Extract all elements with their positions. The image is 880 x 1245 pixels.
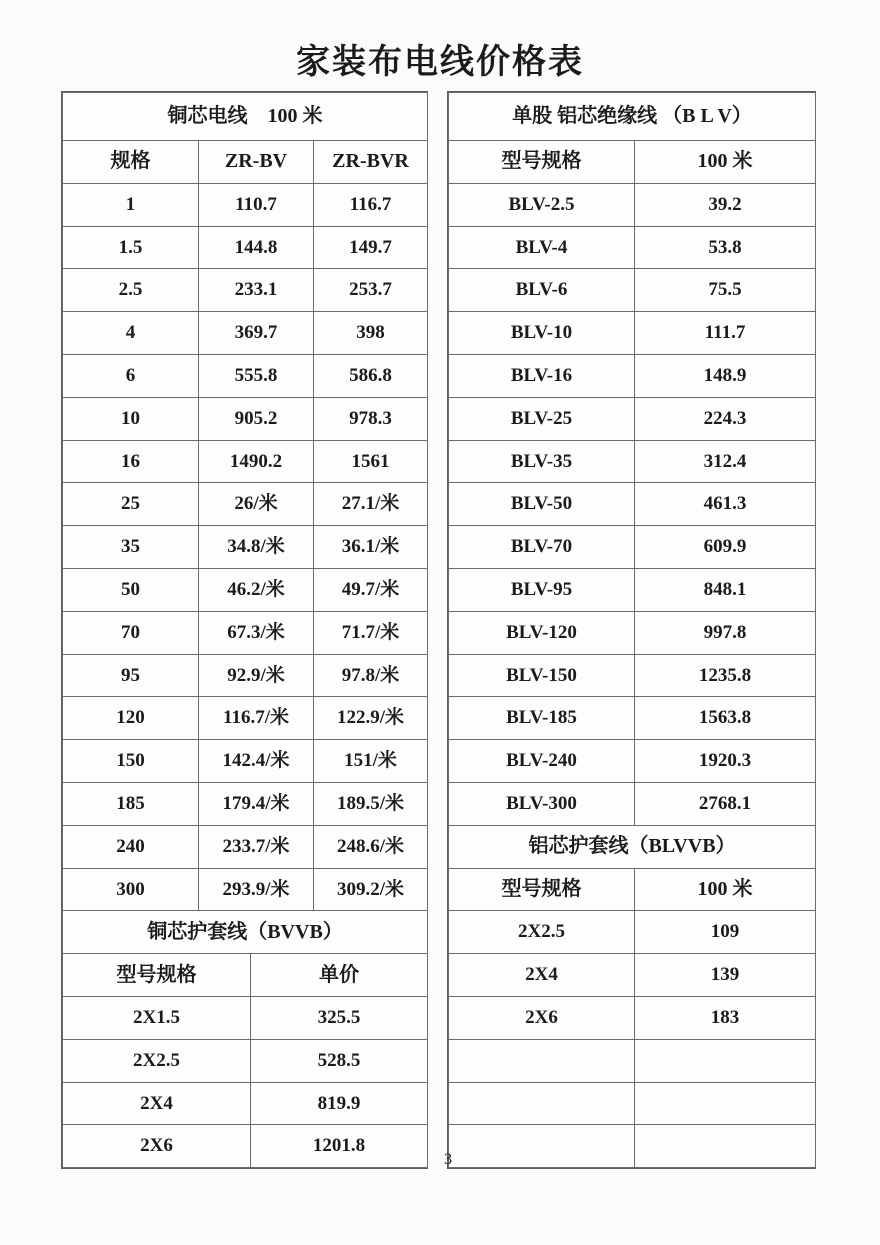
table-cell: 848.1 bbox=[635, 568, 816, 611]
column-header-model-spec: 型号规格 bbox=[449, 868, 635, 911]
table-row bbox=[63, 611, 428, 654]
table-cell: 120 bbox=[63, 697, 199, 740]
table-row bbox=[63, 868, 428, 911]
table-cell: 10 bbox=[63, 397, 199, 440]
table-cell bbox=[635, 1039, 816, 1082]
column-header-zrbvr: ZR-BVR bbox=[314, 141, 428, 184]
column-header-100m: 100 米 bbox=[635, 868, 816, 911]
table-cell: 75.5 bbox=[635, 269, 816, 312]
table-row bbox=[63, 782, 428, 825]
table-cell: 224.3 bbox=[635, 397, 816, 440]
column-header-zrbv: ZR-BV bbox=[199, 141, 314, 184]
table-row bbox=[63, 226, 428, 269]
table-cell: 293.9/米 bbox=[199, 868, 314, 911]
table-cell: BLV-300 bbox=[449, 782, 635, 825]
table-row bbox=[63, 269, 428, 312]
table-cell: 819.9 bbox=[251, 1082, 428, 1125]
aluminum-wire-table bbox=[448, 92, 815, 1168]
table-cell: 111.7 bbox=[635, 312, 816, 355]
table-cell: BLV-120 bbox=[449, 611, 635, 654]
table-row bbox=[449, 183, 816, 226]
table-row bbox=[63, 354, 428, 397]
table-cell: 253.7 bbox=[314, 269, 428, 312]
bvvb-section-header-row bbox=[63, 911, 428, 954]
table-cell: 53.8 bbox=[635, 226, 816, 269]
table-cell: 2X1.5 bbox=[63, 996, 251, 1039]
table-row bbox=[449, 1039, 816, 1082]
table-cell: 27.1/米 bbox=[314, 483, 428, 526]
bvvb-header-row bbox=[63, 954, 428, 997]
table-cell: BLV-70 bbox=[449, 526, 635, 569]
table-cell: 240 bbox=[63, 825, 199, 868]
table-row bbox=[63, 697, 428, 740]
table-cell: 369.7 bbox=[199, 312, 314, 355]
table-cell: 189.5/米 bbox=[314, 782, 428, 825]
table-row bbox=[449, 740, 816, 783]
table-row bbox=[449, 226, 816, 269]
table-cell: 555.8 bbox=[199, 354, 314, 397]
table-cell: 122.9/米 bbox=[314, 697, 428, 740]
table-cell: 144.8 bbox=[199, 226, 314, 269]
table-row bbox=[63, 183, 428, 226]
table-cell: 233.1 bbox=[199, 269, 314, 312]
table-cell: 2.5 bbox=[63, 269, 199, 312]
table-row bbox=[449, 568, 816, 611]
table-row bbox=[63, 825, 428, 868]
table-row bbox=[449, 911, 816, 954]
table-cell: BLV-10 bbox=[449, 312, 635, 355]
copper-table-header-row bbox=[63, 141, 428, 184]
table-cell: 116.7 bbox=[314, 183, 428, 226]
table-row bbox=[449, 269, 816, 312]
table-cell: BLV-50 bbox=[449, 483, 635, 526]
table-cell: 25 bbox=[63, 483, 199, 526]
table-cell: 92.9/米 bbox=[199, 654, 314, 697]
table-cell: 1563.8 bbox=[635, 697, 816, 740]
table-cell: BLV-2.5 bbox=[449, 183, 635, 226]
table-cell: 312.4 bbox=[635, 440, 816, 483]
table-row bbox=[63, 568, 428, 611]
table-cell bbox=[635, 1082, 816, 1125]
column-header-100m: 100 米 bbox=[635, 141, 816, 184]
table-cell: 110.7 bbox=[199, 183, 314, 226]
table-cell: 248.6/米 bbox=[314, 825, 428, 868]
bvvb-table-body bbox=[63, 996, 428, 1167]
table-cell: 309.2/米 bbox=[314, 868, 428, 911]
table-cell: 1920.3 bbox=[635, 740, 816, 783]
table-row bbox=[449, 654, 816, 697]
copper-table-body bbox=[63, 183, 428, 911]
table-cell: 2X6 bbox=[63, 1125, 251, 1168]
table-cell: 1490.2 bbox=[199, 440, 314, 483]
table-row bbox=[449, 354, 816, 397]
table-cell: 6 bbox=[63, 354, 199, 397]
table-cell: 2X2.5 bbox=[63, 1039, 251, 1082]
copper-table-title: 铜芯电线 100 米 bbox=[63, 93, 428, 141]
blv-table-body bbox=[449, 183, 816, 825]
table-cell: BLV-4 bbox=[449, 226, 635, 269]
table-cell: 586.8 bbox=[314, 354, 428, 397]
table-row bbox=[449, 697, 816, 740]
table-cell: 2X2.5 bbox=[449, 911, 635, 954]
table-cell: 70 bbox=[63, 611, 199, 654]
table-cell: 34.8/米 bbox=[199, 526, 314, 569]
table-cell: 2X6 bbox=[449, 996, 635, 1039]
table-cell: 1 bbox=[63, 183, 199, 226]
table-cell: 1561 bbox=[314, 440, 428, 483]
table-row bbox=[449, 782, 816, 825]
table-row bbox=[63, 654, 428, 697]
table-row bbox=[63, 526, 428, 569]
table-cell: BLV-240 bbox=[449, 740, 635, 783]
page-number: 3 bbox=[444, 1151, 452, 1168]
page-title: 家装布电线价格表 bbox=[296, 44, 584, 81]
table-row bbox=[449, 440, 816, 483]
table-row bbox=[449, 397, 816, 440]
table-cell: 116.7/米 bbox=[199, 697, 314, 740]
column-header-unit-price: 单价 bbox=[251, 954, 428, 997]
column-header-model-spec: 型号规格 bbox=[449, 141, 635, 184]
blvvb-table-body bbox=[449, 911, 816, 1168]
table-cell: 39.2 bbox=[635, 183, 816, 226]
table-cell: BLV-16 bbox=[449, 354, 635, 397]
blv-price-table bbox=[448, 92, 816, 826]
blv-table-title-row bbox=[449, 93, 816, 141]
table-row bbox=[63, 397, 428, 440]
table-row bbox=[449, 526, 816, 569]
table-cell: 978.3 bbox=[314, 397, 428, 440]
tables-area bbox=[62, 92, 815, 1168]
blvvb-section-title: 铝芯护套线（BLVVB） bbox=[449, 825, 816, 868]
table-row bbox=[449, 312, 816, 355]
table-row bbox=[63, 1082, 428, 1125]
table-cell: 179.4/米 bbox=[199, 782, 314, 825]
table-cell: 2X4 bbox=[449, 954, 635, 997]
table-row bbox=[63, 312, 428, 355]
table-cell: 528.5 bbox=[251, 1039, 428, 1082]
table-cell: 2X4 bbox=[63, 1082, 251, 1125]
table-cell: 151/米 bbox=[314, 740, 428, 783]
table-cell: 1235.8 bbox=[635, 654, 816, 697]
aluminum-sheathed-wire-table bbox=[448, 825, 816, 1168]
table-row bbox=[449, 1082, 816, 1125]
table-cell: 36.1/米 bbox=[314, 526, 428, 569]
bvvb-section-title: 铜芯护套线（BVVB） bbox=[63, 911, 428, 954]
table-row bbox=[63, 1125, 428, 1168]
table-row bbox=[63, 483, 428, 526]
table-row bbox=[449, 1125, 816, 1168]
table-row bbox=[449, 611, 816, 654]
table-cell: BLV-95 bbox=[449, 568, 635, 611]
table-cell: 109 bbox=[635, 911, 816, 954]
table-cell: 1.5 bbox=[63, 226, 199, 269]
table-cell: 16 bbox=[63, 440, 199, 483]
table-row bbox=[63, 740, 428, 783]
table-cell: 139 bbox=[635, 954, 816, 997]
copper-wire-table bbox=[62, 92, 427, 1168]
table-cell: 49.7/米 bbox=[314, 568, 428, 611]
copper-sheathed-wire-table bbox=[62, 910, 428, 1168]
table-cell: 1201.8 bbox=[251, 1125, 428, 1168]
table-row bbox=[63, 440, 428, 483]
table-cell: 4 bbox=[63, 312, 199, 355]
table-cell: 398 bbox=[314, 312, 428, 355]
blvvb-section-header-row bbox=[449, 825, 816, 868]
table-cell bbox=[635, 1125, 816, 1168]
table-cell bbox=[449, 1039, 635, 1082]
table-row bbox=[449, 954, 816, 997]
table-cell: BLV-35 bbox=[449, 440, 635, 483]
column-header-model-spec: 型号规格 bbox=[63, 954, 251, 997]
blv-table-title: 单股 铝芯绝缘线 （B L V） bbox=[449, 93, 816, 141]
table-cell: 905.2 bbox=[199, 397, 314, 440]
table-cell: 185 bbox=[63, 782, 199, 825]
table-cell: 97.8/米 bbox=[314, 654, 428, 697]
table-row bbox=[63, 996, 428, 1039]
table-cell: 67.3/米 bbox=[199, 611, 314, 654]
table-row bbox=[449, 996, 816, 1039]
table-cell: 148.9 bbox=[635, 354, 816, 397]
blvvb-header-row bbox=[449, 868, 816, 911]
table-cell: 997.8 bbox=[635, 611, 816, 654]
table-cell: 142.4/米 bbox=[199, 740, 314, 783]
table-cell: 71.7/米 bbox=[314, 611, 428, 654]
table-cell: 150 bbox=[63, 740, 199, 783]
table-cell: 2768.1 bbox=[635, 782, 816, 825]
table-cell: 26/米 bbox=[199, 483, 314, 526]
table-row bbox=[449, 483, 816, 526]
table-cell: 35 bbox=[63, 526, 199, 569]
copper-wire-price-table bbox=[62, 92, 428, 911]
table-cell: 149.7 bbox=[314, 226, 428, 269]
column-header-spec: 规格 bbox=[63, 141, 199, 184]
table-cell: 183 bbox=[635, 996, 816, 1039]
table-cell bbox=[449, 1082, 635, 1125]
table-row bbox=[63, 1039, 428, 1082]
table-cell: BLV-25 bbox=[449, 397, 635, 440]
table-cell: 300 bbox=[63, 868, 199, 911]
table-cell: 50 bbox=[63, 568, 199, 611]
table-cell: BLV-6 bbox=[449, 269, 635, 312]
table-cell: 325.5 bbox=[251, 996, 428, 1039]
table-cell: 233.7/米 bbox=[199, 825, 314, 868]
table-cell: 46.2/米 bbox=[199, 568, 314, 611]
table-cell: 461.3 bbox=[635, 483, 816, 526]
table-cell: 95 bbox=[63, 654, 199, 697]
table-cell bbox=[449, 1125, 635, 1168]
blv-header-row bbox=[449, 141, 816, 184]
table-cell: 609.9 bbox=[635, 526, 816, 569]
table-cell: BLV-185 bbox=[449, 697, 635, 740]
copper-table-title-row bbox=[63, 93, 428, 141]
table-cell: BLV-150 bbox=[449, 654, 635, 697]
